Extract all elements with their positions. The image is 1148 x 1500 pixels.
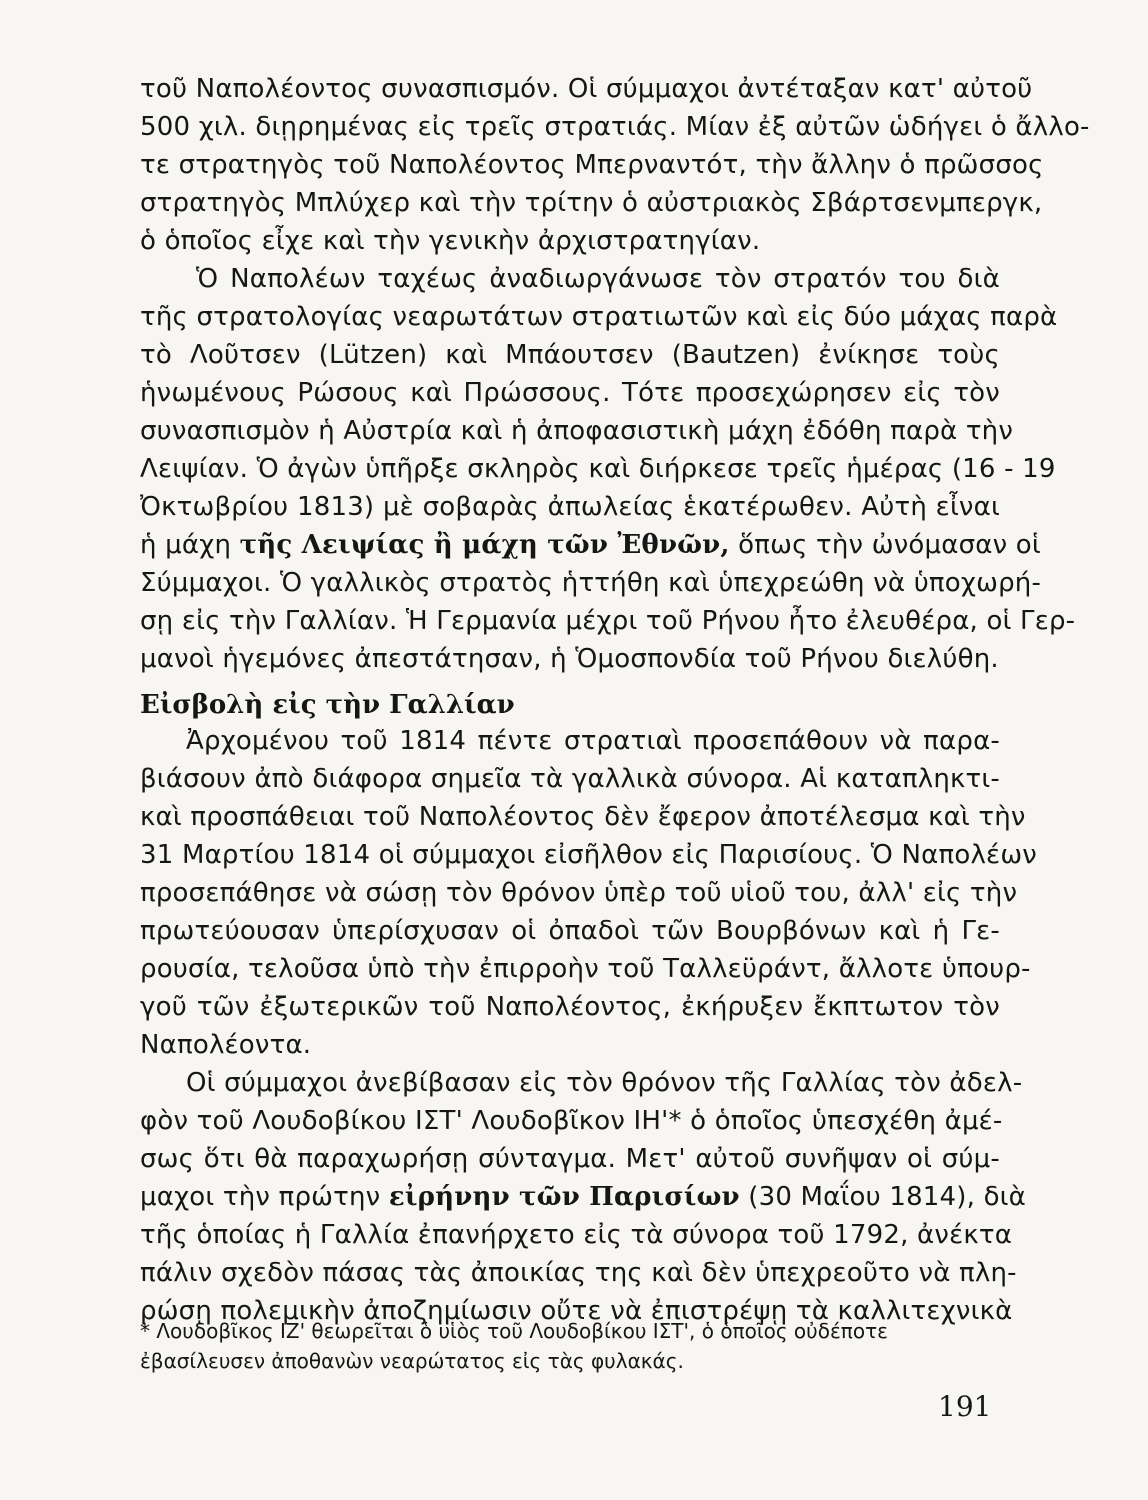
text-line <box>140 526 1041 564</box>
text-line: ρουσία, τελοῦσα ὑπὸ τὴν ἐπιρροὴν τοῦ Ταλλεϋράντ, ἄλλοτε ὑπουρ- <box>140 954 1031 984</box>
text-line: ἡνωμένους Ρώσους καὶ Πρώσσους. Τότε προσεχώρησεν εἰς τὸν <box>140 378 1000 408</box>
footnote-line: * Λουδοβῖκος ΙΖ' θεωρεῖται ὁ υἱὸς τοῦ Λουδοβίκου ΙΣΤ', ὁ ὁποῖος οὐδέποτε <box>140 1319 888 1343</box>
text-run: ὅπως τὴν ὠνόμασαν οἱ <box>738 530 1041 560</box>
text-line: συνασπισμὸν ἡ Αὐστρία καὶ ἡ ἀποφασιστικὴ μάχη ἐδόθη παρὰ τὴν <box>140 416 1014 446</box>
text-line: καὶ προσπάθειαι τοῦ Ναπολέοντος δὲν ἔφερον ἀποτέλεσμα καὶ τὴν <box>140 802 1026 832</box>
text-run: μαχοι τὴν πρώτην <box>140 1182 381 1212</box>
text-line: τῆς στρατολογίας νεαρωτάτων στρατιωτῶν καὶ εἰς δύο μάχας παρὰ <box>140 302 1058 332</box>
text-line: Οἱ σύμμαχοι ἀνεβίβασαν εἰς τὸν θρόνον τῆς Γαλλίας τὸν ἀδελ- <box>186 1068 1023 1098</box>
text-line: Ὁ Ναπολέων ταχέως ἀναδιωργάνωσε τὸν στρατόν του διὰ <box>196 264 1000 294</box>
text-line: γοῦ τῶν ἐξωτερικῶν τοῦ Ναπολέοντος, ἐκήρυξεν ἔκπτωτον τὸν <box>140 992 1000 1022</box>
text-line: Ναπολέοντα. <box>140 1030 312 1060</box>
text-line: τε στρατηγὸς τοῦ Ναπολέοντος Μπερναντότ, τὴν ἄλλην ὁ πρῶσσος <box>140 150 1044 180</box>
bold-term: εἰρήνην τῶν Παρισίων <box>388 1182 740 1212</box>
text-run: ἡ μάχη <box>140 530 232 560</box>
text-line: Σύμμαχοι. Ὁ γαλλικὸς στρατὸς ἡττήθη καὶ ὑπεχρεώθη νὰ ὑποχωρή- <box>140 568 1042 598</box>
text-line: 500 χιλ. διῃρημένας εἰς τρεῖς στρατιάς. Μίαν ἐξ αὐτῶν ὡδήγει ὁ ἄλλο- <box>140 112 1090 142</box>
text-line: τοῦ Ναπολέοντος συνασπισμόν. Οἱ σύμμαχοι ἀντέταξαν κατ' αὐτοῦ <box>140 74 1033 104</box>
text-line: Ἀρχομένου τοῦ 1814 πέντε στρατιαὶ προσεπάθουν νὰ παρα- <box>186 726 1000 756</box>
text-line: Ὀκτωβρίου 1813) μὲ σοβαρὰς ἀπωλείας ἑκατέρωθεν. Αὐτὴ εἶναι <box>140 492 1000 522</box>
text-line: σως ὅτι θὰ παραχωρήσῃ σύνταγμα. Μετ' αὐτοῦ συνῆψαν οἱ σύμ- <box>140 1144 1000 1174</box>
text-line: ρώσῃ πολεμικὴν ἀποζημίωσιν οὔτε νὰ ἐπιστρέψῃ τὰ καλλιτεχνικὰ <box>140 1296 1013 1326</box>
text-line: σῃ εἰς τὴν Γαλλίαν. Ἡ Γερμανία μέχρι τοῦ Ρήνου ἦτο ἐλευθέρα, οἱ Γερ- <box>140 606 1076 636</box>
text-line: στρατηγὸς Μπλύχερ καὶ τὴν τρίτην ὁ αὐστριακὸς Σβάρτσενμπεργκ, <box>140 188 1043 218</box>
text-line: πάλιν σχεδὸν πάσας τὰς ἀποικίας της καὶ δὲν ὑπεχρεοῦτο νὰ πλη- <box>140 1258 1017 1288</box>
page-number: 191 <box>938 1390 992 1423</box>
text-line: τὸ Λοῦτσεν (Lützen) καὶ Μπάουτσεν (Bautzen) ἐνίκησε τοὺς <box>140 340 1000 370</box>
text-line: μανοὶ ἡγεμόνες ἀπεστάτησαν, ἡ Ὁμοσπονδία τοῦ Ρήνου διελύθη. <box>140 644 999 674</box>
text-line <box>140 1178 1027 1216</box>
bold-term: τῆς Λειψίας ἢ μάχη τῶν Ἐθνῶν, <box>239 530 730 560</box>
footnote-line: ἐβασίλευσεν ἀποθανὼν νεαρώτατος εἰς τὰς φυλακάς. <box>140 1349 684 1373</box>
text-line: προσεπάθησε νὰ σώσῃ τὸν θρόνον ὑπὲρ τοῦ υἱοῦ του, ἀλλ' εἰς τὴν <box>140 878 1018 908</box>
text-run: (30 Μαΐου 1814), διὰ <box>748 1182 1027 1212</box>
text-line: βιάσουν ἀπὸ διάφορα σημεῖα τὰ γαλλικὰ σύνορα. Αἱ καταπληκτι- <box>140 764 1000 794</box>
text-line: φὸν τοῦ Λουδοβίκου ΙΣΤ' Λουδοβῖκον ΙΗ'* ὁ ὁποῖος ὑπεσχέθη ἀμέ- <box>140 1106 1003 1136</box>
text-line: Λειψίαν. Ὁ ἀγὼν ὑπῆρξε σκληρὸς καὶ διήρκεσε τρεῖς ἡμέρας (16 - 19 <box>140 454 1056 484</box>
text-line: τῆς ὁποίας ἡ Γαλλία ἐπανήρχετο εἰς τὰ σύνορα τοῦ 1792, ἀνέκτα <box>140 1220 1013 1250</box>
section-heading: Εἰσβολὴ εἰς τὴν Γαλλίαν <box>140 690 515 720</box>
text-line: πρωτεύουσαν ὑπερίσχυσαν οἱ ὀπαδοὶ τῶν Βουρβόνων καὶ ἡ Γε- <box>140 916 1000 946</box>
text-line: ὁ ὁποῖος εἶχε καὶ τὴν γενικὴν ἀρχιστρατηγίαν. <box>140 226 761 256</box>
text-line: 31 Μαρτίου 1814 οἱ σύμμαχοι εἰσῆλθον εἰς Παρισίους. Ὁ Ναπολέων <box>140 840 1038 870</box>
